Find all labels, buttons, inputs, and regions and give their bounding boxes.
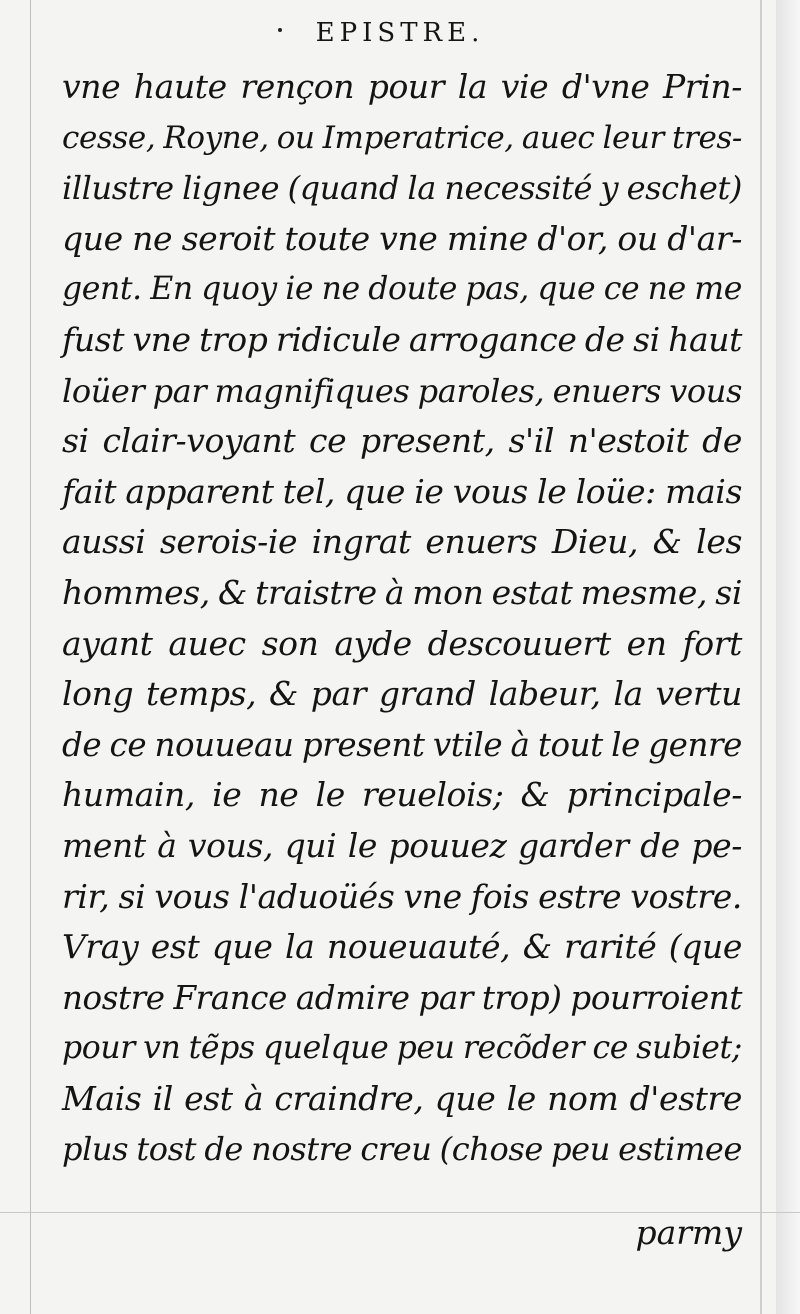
text-line: fust vne trop ridicule arrogance de si haut — [62, 319, 742, 359]
text-line: aussi serois-ie ingrat enuers Dieu, & les — [62, 522, 742, 562]
header-dot — [278, 28, 282, 32]
text-line: nostre France admire par trop) pourroient — [62, 978, 742, 1017]
body-text — [62, 62, 742, 1175]
text-line: vne haute rençon pour la vie d'vne Prin- — [62, 67, 742, 106]
scan-edge-right — [760, 0, 762, 1314]
page-gutter — [776, 0, 800, 1314]
text-line: ment à vous, qui le pouuez garder de pe- — [62, 825, 742, 865]
running-title — [0, 18, 800, 48]
text-line: long temps, & par grand labeur, la vertu — [62, 674, 742, 714]
text-line: illustre lignee (quand la necessité y eschet) — [62, 169, 742, 208]
text-line: gent. En quoy ie ne doute pas, que ce ne me — [62, 271, 742, 308]
text-line: Vray est que la noueuauté, & rarité (que — [62, 927, 742, 967]
scan-edge-left — [30, 0, 31, 1314]
text-line: pour vn tẽps quelque peu recõder ce subiet; — [62, 1030, 742, 1067]
text-line: de ce nouueau present vtile à tout le genre — [62, 725, 742, 764]
text-line: si clair-voyant ce present, s'il n'estoit de — [62, 421, 742, 461]
text-line: loüer par magnifiques paroles, enuers vous — [62, 371, 742, 410]
text-line: cesse, Royne, ou Imperatrice, auec leur tres- — [62, 119, 742, 156]
running-title-text: EPISTRE. — [315, 18, 485, 48]
text-line: Mais il est à craindre, que le nom d'estre — [62, 1078, 742, 1118]
text-line: hommes, & traistre à mon estat mesme, si — [62, 572, 742, 612]
text-line: que ne seroit toute vne mine d'or, ou d'ar- — [62, 218, 742, 258]
text-line: fait apparent tel, que ie vous le loüe: mais — [62, 471, 742, 511]
catchword: parmy — [635, 1213, 742, 1252]
text-line: plus tost de nostre creu (chose peu estimee — [62, 1130, 742, 1169]
text-line: rir, si vous l'aduoüés vne fois estre vostre. — [62, 876, 742, 916]
text-line: humain, ie ne le reuelois; & principale- — [62, 775, 742, 815]
text-line: ayant auec son ayde descouuert en fort — [62, 623, 742, 663]
